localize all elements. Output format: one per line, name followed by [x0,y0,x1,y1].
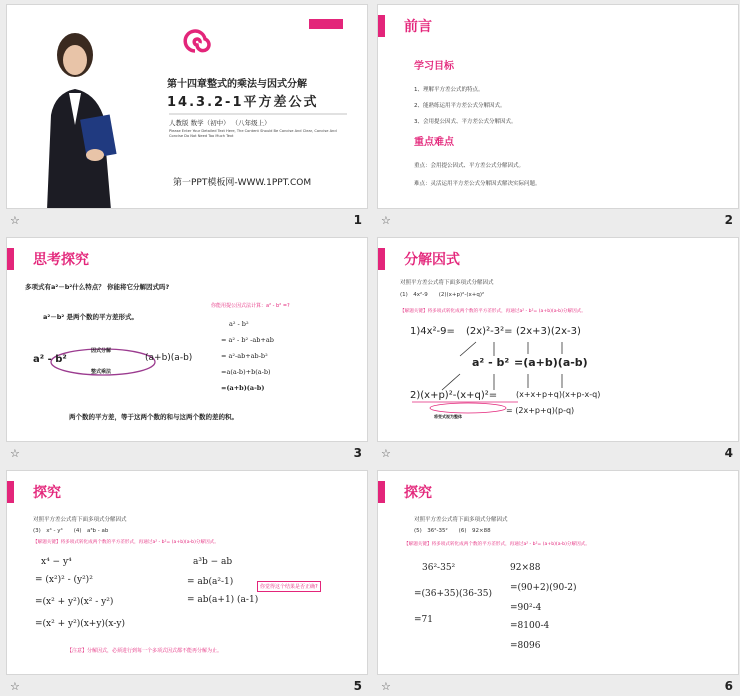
chapter-title: 第十四章整式的乘法与因式分解 [167,79,307,90]
slide-canvas [6,237,368,442]
step: =(a+b)(a-b) [221,384,265,392]
slide-footer [6,443,368,466]
slide-canvas [377,237,739,442]
right-step: 92×88 [510,563,541,573]
star-icon[interactable]: ☆ [381,447,391,460]
arrow-top-label: 因式分解 [91,348,112,354]
slide-title: 探究 [404,485,432,501]
slide-number: 1 [353,213,362,227]
formula-left: a² - b² [472,356,510,369]
line2-part-a: 2)(x+p)²-(x+q)²= [410,390,498,401]
line2-part-c: = (2x+p+q)(p-q) [506,406,575,415]
left-step: =(x² + y²)(x² - y²) [35,597,114,607]
slide-footer [6,210,368,233]
intro-text: 对照平方差公式将下面多项式分解因式 [414,517,508,523]
line1-part-b: (2x)²-3²= [466,326,513,337]
slide-thumbnail-1[interactable] [6,4,368,233]
left-expression: a² - b² [33,354,67,365]
conclusion-text: 两个数的平方差，等于这两个数的和与这两个数的差的积。 [69,413,238,421]
slide-number: 2 [724,213,733,227]
right-step: = ab(a+1) (a-1) [187,595,259,605]
slide-title: 探究 [33,485,61,501]
slide-footer [377,443,739,466]
key-text: 【解题关键】将多项式转化成两个数的平方差形式，再通过a² - b²= (a+b)(a-b)分解因式。 [400,309,586,314]
left-step: =(x² + y²)(x+y)(x-y) [35,619,125,629]
warning-text: 【注意】分解因式，必须进行到每一个多项式因式都不能再分解为止。 [67,648,223,654]
slide-title: 思考探究 [33,252,89,268]
slide-footer [6,676,368,696]
placeholder-text: Please Enter Your Detailed Text Here, The Content Should Be Concise And Clear, Concise And Concise Do Not Need Too Much Text [169,129,337,138]
line1-part-c: (2x+3)(2x-3) [516,326,581,337]
right-step: =90²-4 [510,603,542,613]
pink-accent-bar [309,19,343,29]
step: = a²-ab+ab-b² [221,352,268,360]
star-icon[interactable]: ☆ [10,447,20,460]
right-step: a³b − ab [193,557,233,567]
slide-thumbnail-4[interactable] [377,237,739,466]
right-step: =8100-4 [510,621,550,631]
slide-canvas [377,4,739,209]
section-title: 14.3.2-1平方差公式 [167,95,319,110]
items-text: (1) 4x²-9 (2)(x+p)²-(x+q)² [400,292,485,298]
formula-right: =(a+b)(a-b) [514,356,588,369]
line1-part-a: 1)4x²-9= [410,326,455,337]
left-step: 36²-35² [422,563,456,573]
title-accent-bar [378,481,385,503]
goal-item: 1、理解平方差公式的特点。 [414,87,484,93]
line2-part-b: (x+x+p+q)(x+p-x-q) [516,390,601,399]
step: =a(a-b)+b(a-b) [221,368,271,376]
question-text: 多项式有a²－b²什么特点？ 你能将它分解因式吗? [25,283,170,291]
key-point: 重点：会用提公因式、平方差公式分解因式。 [414,163,525,169]
star-icon[interactable]: ☆ [10,214,20,227]
slide-thumbnail-3[interactable] [6,237,368,466]
step: a² - b² [229,320,249,328]
star-icon[interactable]: ☆ [381,680,391,693]
slide-footer [377,676,739,696]
key-text: 【解题关键】将多项式转化成两个数的平方差形式，再通过a² - b²= (a+b)(a-b)分解因式。 [33,540,219,545]
step: = a² - b² -ab+ab [221,336,274,344]
key-heading: 重点难点 [414,137,454,148]
right-step: =8096 [510,641,541,651]
left-step: = (x²)² - (y²)² [35,575,93,585]
title-accent-bar [7,481,14,503]
note-text: 将变式视为整体 [434,414,462,419]
slide-canvas [6,470,368,675]
slide-thumbnail-6[interactable] [377,470,739,696]
slide-number: 3 [353,446,362,460]
hint-text: 你能用提公因式法计算：a² - b² =? [211,303,290,309]
key-text: 【解题关键】将多项式转化成两个数的平方差形式，再通过a² - b²= (a+b)(a-b)分解因式。 [404,542,590,547]
arrow-bottom-label: 整式乘法 [91,369,112,375]
slide-footer [377,210,739,233]
left-step: =(36+35)(36-35) [414,589,492,599]
goal-item: 2、能熟练运用平方差公式分解因式。 [414,103,506,109]
intro-text: 对照平方差公式将下面多项式分解因式 [400,280,494,286]
edition-label: 人教版 数学（初中） （八年级上） [169,119,271,127]
left-step: =71 [414,615,433,625]
slide-number: 4 [724,446,733,460]
slide-thumbnail-2[interactable] [377,4,739,233]
goal-heading: 学习目标 [414,61,454,72]
star-icon[interactable]: ☆ [381,214,391,227]
slide-canvas [377,470,739,675]
difficulty-point: 难点：灵活运用平方差公式分解因式解决实际问题。 [414,181,541,187]
slide-canvas [6,4,368,209]
callout-box: 你觉得这个结果是否正确? [257,581,321,592]
right-step: =(90+2)(90-2) [510,583,577,593]
title-accent-bar [378,15,385,37]
right-expression: (a+b)(a-b) [145,353,193,363]
right-step: = ab(a²-1) [187,577,234,587]
slide-title: 分解因式 [404,252,460,268]
site-label: 第一PPT模板网-WWW.1PPT.COM [173,178,312,188]
intro-text: 对照平方差公式将下面多项式分解因式 [33,517,127,523]
feature-text: a²－b² 是两个数的平方差形式。 [43,313,138,321]
items-text: (3) x⁴ - y⁴ (4) a³b - ab [33,528,109,534]
slide-number: 6 [724,679,733,693]
slide-number: 5 [353,679,362,693]
goal-item: 3、会用提公因式、平方差公式分解因式。 [414,119,517,125]
slide-thumbnail-5[interactable] [6,470,368,696]
items-text: (5) 36²-35² (6) 92×88 [414,528,491,534]
star-icon[interactable]: ☆ [10,680,20,693]
left-step: x⁴ − y⁴ [41,557,72,567]
slide-title: 前言 [404,19,432,35]
